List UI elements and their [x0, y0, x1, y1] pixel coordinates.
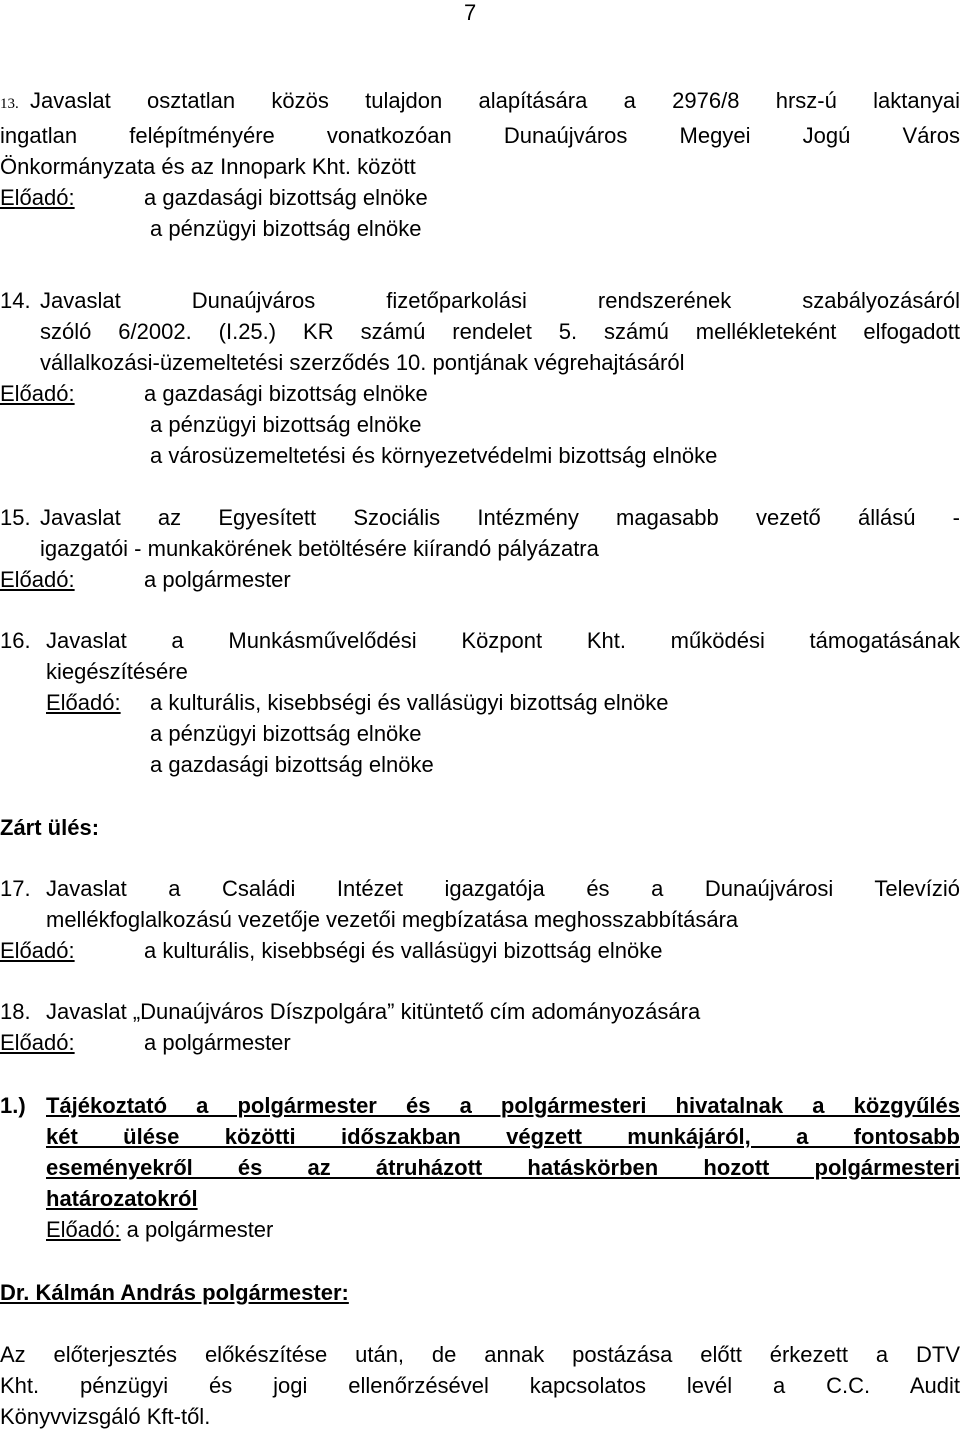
report-presenter-row	[0, 1214, 960, 1245]
item-18-line-1: 18. Javaslat „Dunaújváros Díszpolgára” kitüntető cím adományozására	[0, 996, 960, 1027]
presenter: a városüzemeltetési és környezetvédelmi bizottság elnöke	[150, 443, 718, 468]
item-18-presenter-row	[0, 1027, 960, 1058]
presenter-label: Előadó:	[0, 1030, 75, 1055]
agenda-item-14	[0, 285, 960, 471]
speech-line-1: Az előterjesztés előkészítése után, de annak postázása előtt érkezett a DTV	[0, 1342, 960, 1367]
page-number: 7	[464, 0, 477, 25]
item-16-line-1: 16. Javaslat a Munkásművelődési Központ Kht. működési támogatásának	[0, 625, 960, 656]
presenter-label: Előadó:	[46, 1217, 121, 1242]
item-14-line-2: szóló 6/2002. (I.25.) KR számú rendelet 5. számú mellékleteként elfogadott	[40, 319, 960, 344]
agenda-item-17	[0, 873, 960, 966]
item-15-number: 15.	[0, 505, 31, 530]
presenter-label: Előadó:	[0, 938, 75, 963]
speech-line-2: Kht. pénzügyi és jogi ellenőrzésével kapcsolatos levél a C.C. Audit	[0, 1373, 960, 1398]
presenter-label: Előadó:	[46, 690, 121, 715]
item-15-line-1: 15. Javaslat az Egyesített Szociális Intézmény magasabb vezető állású -	[0, 502, 960, 533]
item-13-line-1: 13. Javaslat osztatlan közös tulajdon alapítására a 2976/8 hrsz-ú laktanyai	[0, 85, 960, 120]
closed-session-heading: Zárt ülés:	[0, 815, 100, 840]
agenda-item-18	[0, 996, 960, 1058]
item-16-line-2: kiegészítésére	[46, 659, 188, 684]
item-17-line-2: mellékfoglalkozású vezetője vezetői megbízatása meghosszabbítására	[46, 907, 739, 932]
item-14-number: 14.	[0, 288, 31, 313]
item-16-number: 16.	[0, 628, 31, 653]
presenter: a gazdasági bizottság elnöke	[150, 752, 434, 777]
item-13-number: 13.	[0, 96, 19, 112]
agenda-item-13	[0, 85, 960, 244]
item-13-presenter-row	[0, 182, 960, 213]
item-13-line-3: Önkormányzata és az Innopark Kht. között	[0, 154, 416, 179]
presenter: a gazdasági bizottság elnöke	[144, 381, 428, 406]
item-14-line-1: 14. Javaslat Dunaújváros fizetőparkolási rendszerének szabályozásáról	[0, 285, 960, 316]
presenter-label: Előadó:	[0, 381, 75, 406]
presenter: a pénzügyi bizottság elnöke	[150, 721, 422, 746]
item-15-line-2: igazgatói - munkakörének betöltésére kiírandó pályázatra	[40, 536, 599, 561]
report-line-1: 1.) Tájékoztató a polgármester és a polgármesteri hivatalnak a közgyűlés	[0, 1090, 960, 1121]
presenter: a pénzügyi bizottság elnöke	[150, 216, 422, 241]
presenter-label: Előadó:	[0, 185, 75, 210]
item-17-number: 17.	[0, 876, 31, 901]
report-number: 1.)	[0, 1093, 26, 1118]
agenda-item-16	[0, 625, 960, 780]
speaker-heading: Dr. Kálmán András polgármester:	[0, 1280, 349, 1305]
presenter: a pénzügyi bizottság elnöke	[150, 412, 422, 437]
report-item-1	[0, 1090, 960, 1214]
report-line-3: eseményekről és az átruházott hatáskörben hozott polgármesteri	[46, 1155, 960, 1180]
presenter: a polgármester	[126, 1217, 274, 1242]
speech-paragraph	[0, 1339, 960, 1432]
report-line-2: két ülése közötti időszakban végzett munkájáról, a fontosabb	[46, 1124, 960, 1149]
presenter: a kulturális, kisebbségi és vallásügyi bizottság elnöke	[144, 938, 663, 963]
presenter: a kulturális, kisebbségi és vallásügyi bizottság elnöke	[150, 690, 669, 715]
presenter: a gazdasági bizottság elnöke	[144, 185, 428, 210]
report-line-4: határozatokról	[46, 1186, 198, 1211]
item-14-presenter-row	[0, 378, 960, 409]
item-15-presenter-row	[0, 564, 960, 595]
speech-line-3: Könyvvizsgáló Kft-től.	[0, 1404, 211, 1429]
item-18-number: 18.	[0, 999, 31, 1024]
presenter: a polgármester	[144, 1030, 291, 1055]
item-17-line-1: 17. Javaslat a Családi Intézet igazgatója és a Dunaújvárosi Televízió	[0, 873, 960, 904]
presenter: a polgármester	[144, 567, 291, 592]
presenter-label: Előadó:	[0, 567, 75, 592]
agenda-item-15	[0, 502, 960, 595]
item-13-line-2: ingatlan felépítményére vonatkozóan Dunaújváros Megyei Jogú Város	[0, 123, 960, 148]
item-14-line-3: vállalkozási-üzemeltetési szerződés 10. pontjának végrehajtásáról	[40, 350, 685, 375]
item-16-presenter-row	[0, 687, 960, 718]
item-17-presenter-row	[0, 935, 960, 966]
